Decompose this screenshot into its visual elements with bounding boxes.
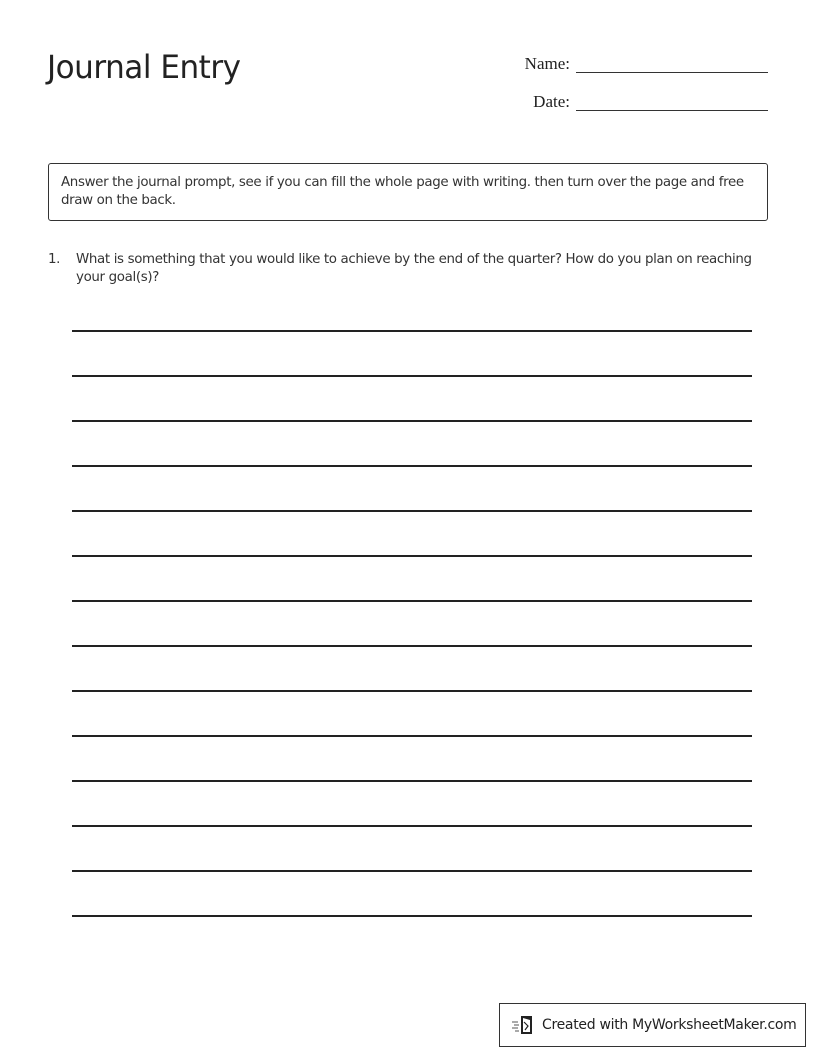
name-input-line[interactable]	[576, 72, 768, 73]
name-label: Name:	[524, 54, 570, 73]
answer-line[interactable]	[72, 600, 752, 645]
footer-text: Created with MyWorksheetMaker.com	[542, 1017, 797, 1033]
answer-line[interactable]	[72, 330, 752, 375]
date-field	[510, 92, 768, 112]
instructions-box	[48, 163, 768, 221]
answer-line[interactable]	[72, 825, 752, 870]
question-1	[48, 251, 763, 287]
question-text: What is something that you would like to achieve by the end of the quarter? How do you plan on reaching your goal(s)?	[76, 252, 752, 285]
answer-line[interactable]	[72, 915, 752, 960]
worksheet-maker-logo-icon	[512, 1014, 536, 1036]
answer-line[interactable]	[72, 465, 752, 510]
answer-line[interactable]	[72, 510, 752, 555]
question-number: 1.	[48, 252, 61, 267]
answer-line[interactable]	[72, 780, 752, 825]
footer-badge	[499, 1003, 806, 1047]
answer-line[interactable]	[72, 645, 752, 690]
answer-line[interactable]	[72, 555, 752, 600]
date-label: Date:	[533, 92, 570, 111]
answer-line[interactable]	[72, 420, 752, 465]
answer-line[interactable]	[72, 690, 752, 735]
instructions-text: Answer the journal prompt, see if you can fill the whole page with writing. then turn over the page and free draw on the back.	[61, 175, 744, 208]
date-input-line[interactable]	[576, 110, 768, 111]
answer-line[interactable]	[72, 735, 752, 780]
answer-line[interactable]	[72, 870, 752, 915]
page-title: Journal Entry	[47, 48, 241, 86]
answer-line[interactable]	[72, 375, 752, 420]
name-field	[510, 54, 768, 74]
answer-lines	[72, 330, 752, 960]
